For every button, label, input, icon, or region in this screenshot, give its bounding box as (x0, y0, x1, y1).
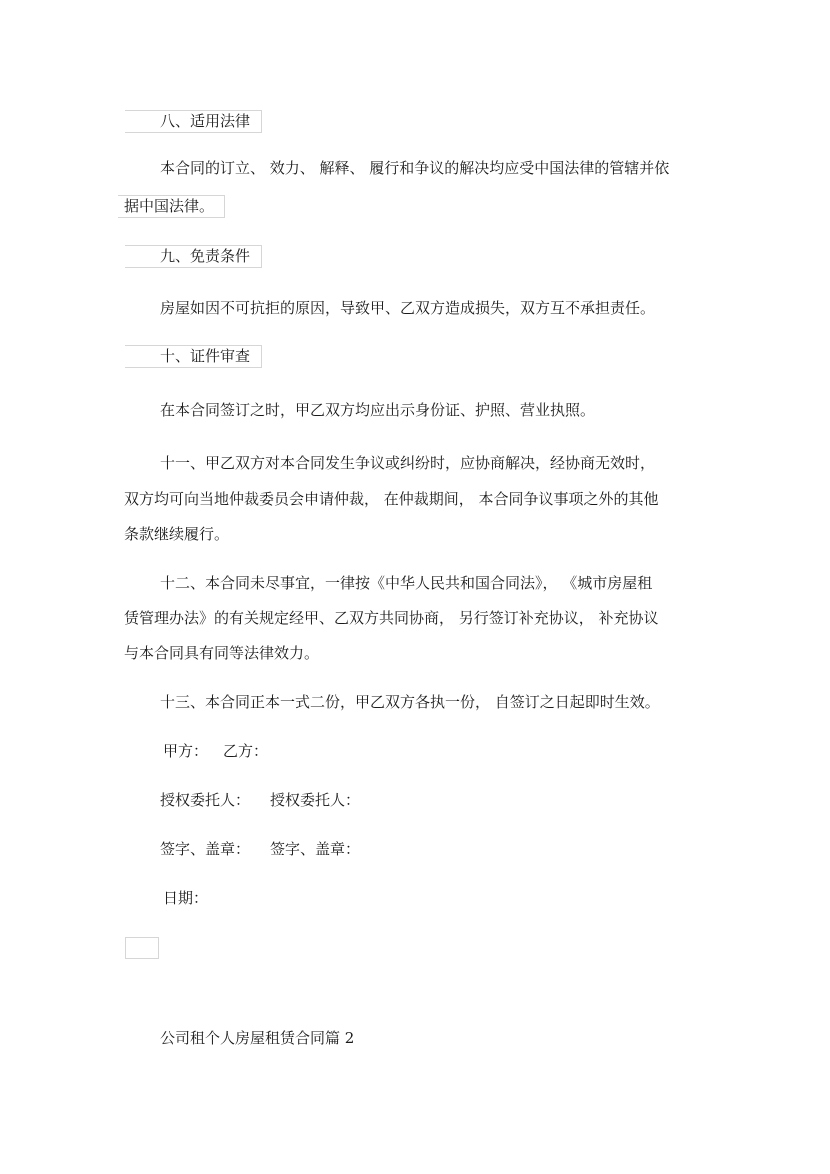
seal-a-label: 签字、盖章： (160, 840, 251, 858)
paragraph-line: 据中国法律。 (124, 197, 215, 215)
clause-line: 十三、本合同正本一式二份，甲乙双方各执一份， 自签订之日起即时生效。 (160, 693, 660, 711)
empty-frame (125, 937, 159, 959)
seal-b-label: 签字、盖章： (270, 840, 361, 858)
section-heading: 十、证件审查 (160, 347, 251, 365)
section-heading: 八、适用法律 (160, 112, 251, 130)
paragraph-line: 在本合同签订之时，甲乙双方均应出示身份证、护照、营业执照。 (160, 401, 596, 419)
clause-line: 双方均可向当地仲裁委员会申请仲裁， 在仲裁期间， 本合同争议事项之外的其他 (124, 490, 659, 508)
paragraph-line: 本合同的订立、 效力、 解释、 履行和争议的解决均应受中国法律的管辖并依 (160, 159, 670, 177)
clause-line: 与本合同具有同等法律效力。 (124, 644, 320, 662)
clause-line: 赁管理办法》的有关规定经甲、乙双方共同协商， 另行签订补充协议， 补充协议 (124, 609, 659, 627)
party-b-label: 乙方： (223, 742, 269, 760)
clause-line: 十二、本合同未尽事宜，一律按《中华人民共和国合同法》， 《城市房屋租 (160, 574, 653, 592)
next-contract-title: 公司租个人房屋租赁合同篇 2 (160, 1029, 355, 1047)
party-a-label: 甲方： (163, 742, 209, 760)
date-label: 日期： (163, 889, 209, 907)
agent-b-label: 授权委托人： (270, 791, 361, 809)
clause-line: 十一、甲乙双方对本合同发生争议或纠纷时，应协商解决，经协商无效时， (160, 454, 656, 472)
clause-line: 条款继续履行。 (124, 525, 230, 543)
agent-a-label: 授权委托人： (160, 791, 251, 809)
paragraph-line: 房屋如因不可抗拒的原因，导致甲、乙双方造成损失，双方互不承担责任。 (160, 299, 656, 317)
section-heading: 九、免责条件 (160, 247, 251, 265)
